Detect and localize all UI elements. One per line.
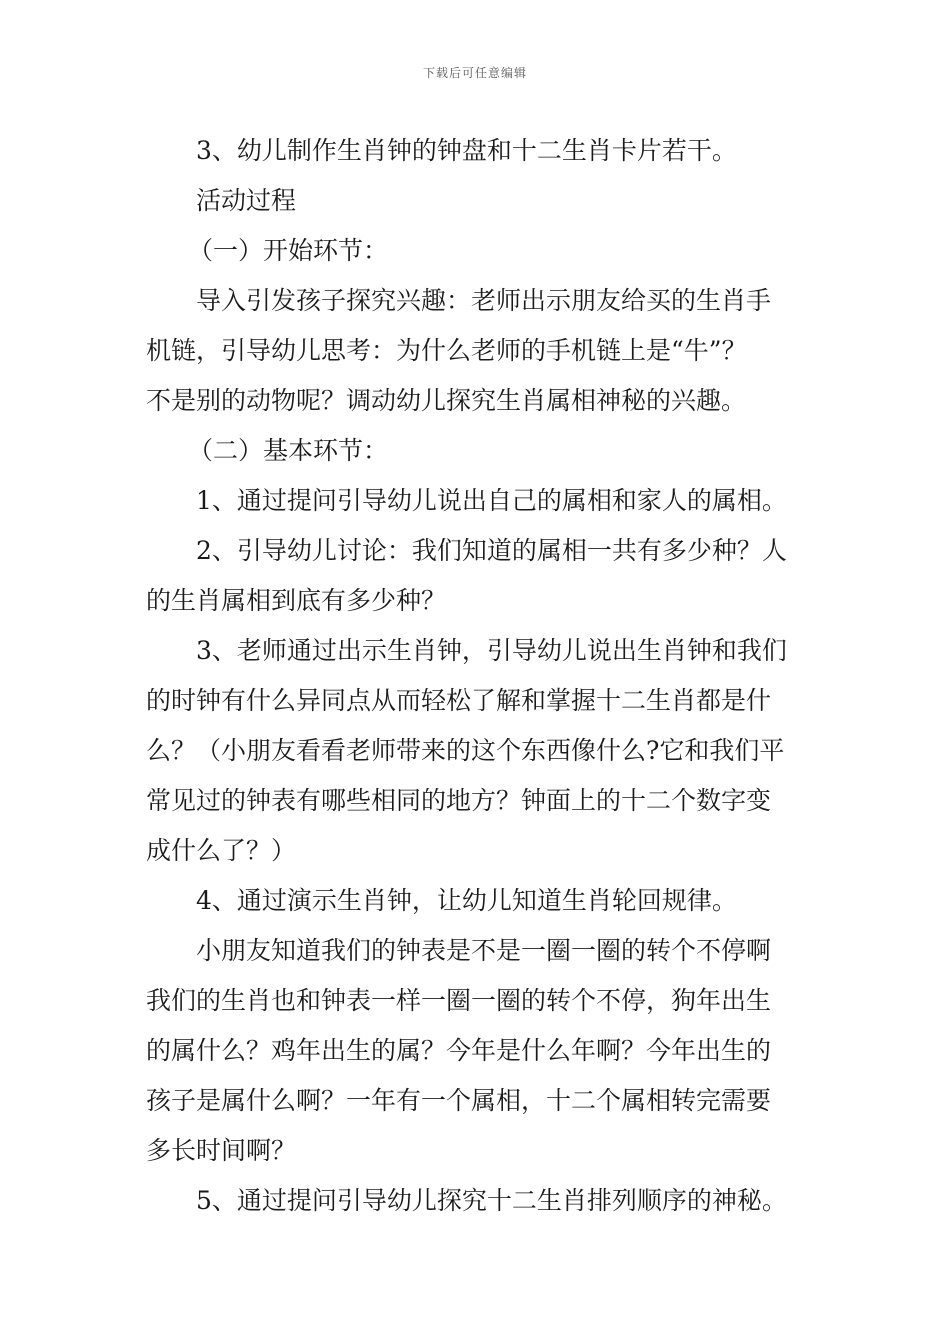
paragraph-line: 不是别的动物呢？调动幼儿探究生肖属相神秘的兴趣。: [146, 386, 747, 415]
paragraph-line: 小朋友知道我们的钟表是不是一圈一圈的转个不停啊: [196, 936, 772, 965]
paragraph-line: 3、幼儿制作生肖钟的钟盘和十二生肖卡片若干。: [196, 136, 737, 165]
subsection-heading: （一）开始环节：: [188, 236, 389, 265]
paragraph-line: 3、老师通过出示生肖钟，引导幼儿说出生肖钟和我们: [196, 636, 787, 665]
section-heading: 活动过程: [196, 186, 297, 215]
page-header-note: 下载后可任意编辑: [422, 66, 527, 80]
paragraph-line: 我们的生肖也和钟表一样一圈一圈的转个不停，狗年出生: [146, 986, 772, 1015]
paragraph-line: 孩子是属什么啊？一年有一个属相，十二个属相转完需要: [146, 1086, 772, 1115]
paragraph-line: 常见过的钟表有哪些相同的地方？钟面上的十二个数字变: [146, 786, 772, 815]
subsection-heading: （二）基本环节：: [188, 436, 389, 465]
paragraph-line: 的时钟有什么异同点从而轻松了解和掌握十二生肖都是什: [146, 686, 772, 715]
paragraph-line: 机链，引导幼儿思考：为什么老师的手机链上是“牛”？: [146, 336, 747, 365]
paragraph-line: 的属什么？鸡年出生的属？今年是什么年啊？今年出生的: [146, 1036, 772, 1065]
paragraph-line: 成什么了？）: [146, 836, 297, 865]
document-body: [146, 126, 810, 1226]
paragraph-line: 导入引发孩子探究兴趣：老师出示朋友给买的生肖手: [196, 286, 772, 315]
paragraph-line: 多长时间啊？: [146, 1136, 297, 1165]
paragraph-line: 2、引导幼儿讨论：我们知道的属相一共有多少种？人: [196, 536, 787, 565]
paragraph-line: 1、通过提问引导幼儿说出自己的属相和家人的属相。: [196, 486, 787, 515]
paragraph-line: 的生肖属相到底有多少种？: [146, 586, 447, 615]
paragraph-line: 4、通过演示生肖钟，让幼儿知道生肖轮回规律。: [196, 886, 737, 915]
paragraph-line: 5、通过提问引导幼儿探究十二生肖排列顺序的神秘。: [196, 1186, 787, 1215]
paragraph-line: 么？（小朋友看看老师带来的这个东西像什么?它和我们平: [146, 736, 785, 765]
